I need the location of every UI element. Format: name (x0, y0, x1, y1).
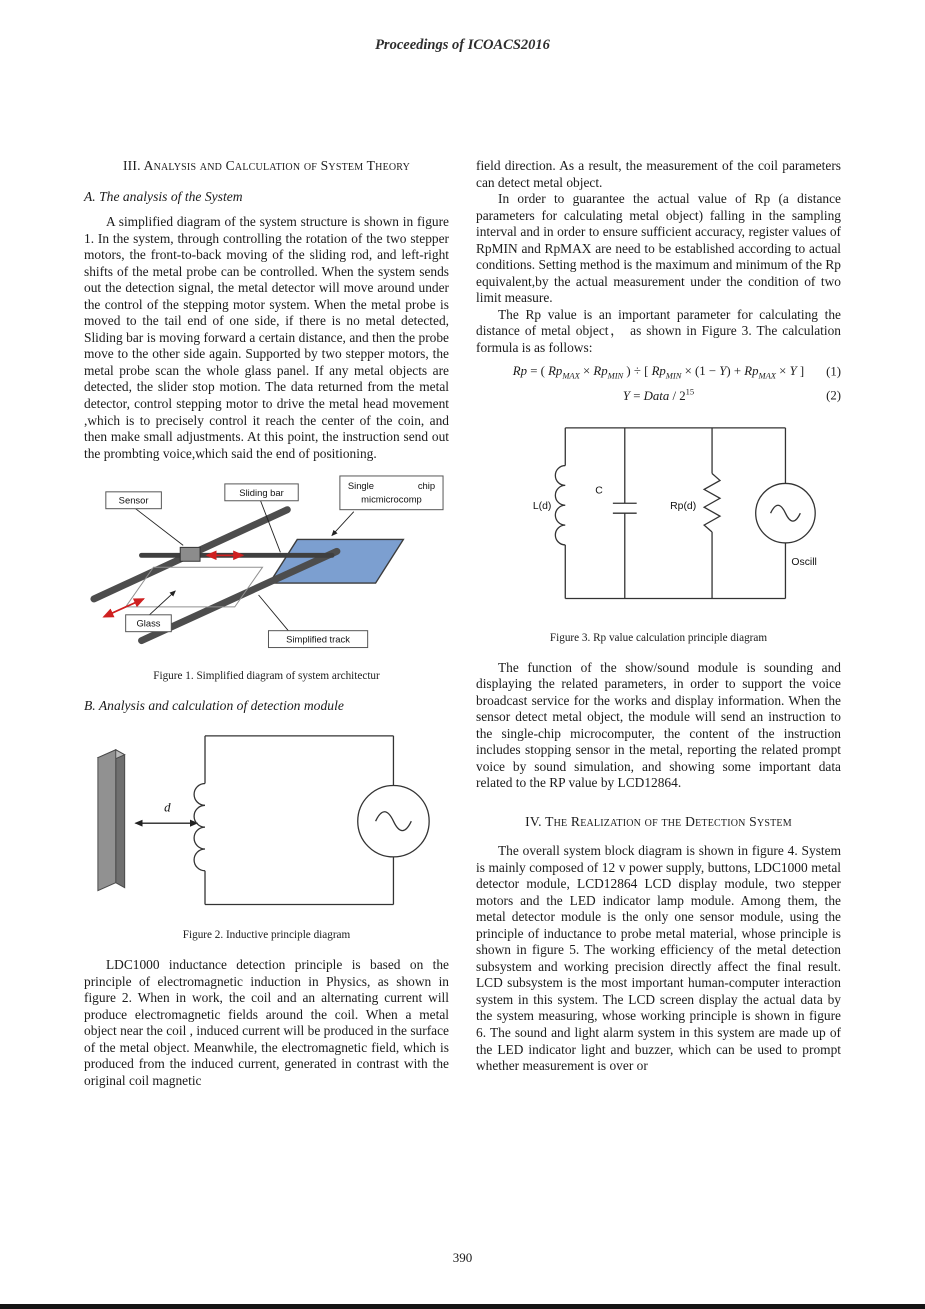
circuit-wires (205, 736, 393, 905)
page-footer (0, 1250, 925, 1266)
figure-2 (84, 724, 449, 941)
ac-source-sine (376, 811, 412, 830)
chip-label-word1: Single (347, 480, 374, 492)
glass-label (126, 615, 172, 632)
subsection-heading-a: A. The analysis of the System (84, 189, 243, 204)
equation-1-number: (1) (826, 364, 841, 379)
page-bottom-edge (0, 1304, 925, 1309)
track-label (268, 631, 367, 648)
eq-token: × (579, 363, 594, 378)
eq-token: 15 (685, 387, 695, 398)
motion-arrow-diagonal (104, 599, 144, 617)
figure-1 (84, 472, 449, 681)
paragraph-overall-system: The overall system block diagram is shown in figure 4. System is mainly composed of 12 v power supply, buttons, LDC1000 metal detector module, LCD12864 LCD display module, two stepper motors and the LED indicator lamp module. Among them, the metal detector module is the only one sensor module, using the principle of inductance to probe metal material, whose principle is shown in figure 5. The working efficiency of the metal detection subsystem and working precision directly affect the final result. LCD subsystem is the most important human-computer interaction system in this system. The LCD screen display the actual data by the system measuring, whose working principle is shown in figure 6. The sound and light alarm system in this system are made up of the LED indicator light and buzzer, which can be used to prompt whether measurement is over or (476, 843, 841, 1074)
sliding-bar-label-text: Sliding bar (239, 487, 284, 499)
section-heading-iv: IV. The Realization of the Detection System (525, 814, 792, 830)
paragraph-system-analysis: A simplified diagram of the system structure is shown in figure 1. In the system, through controlling the rotation of the two stepper motors, the front-to-back moving of the sliding rod, and left-right shifts of the metal probe can be controlled. When the system sends out the detection signal, the metal detector will move around under the control of the stepping motor system. When the metal probe is moved to the tail end of one side, if there is no metal detected, Sliding bar is moving forward a certain distance, and then the probe move to the other side again. Supported by two stepper motors, the metal probe scan the whole glass panel. If any metal objects are detected, the slider stop motion. The data returned from the metal detector, control stepping motor to drive the metal head movement ,which is to precisely control it reach the center of the coin, and then make small adjustments. At this point, the instruction send out the prombting voice,which said the end of positioning. (84, 214, 449, 461)
sensor-label-text: Sensor (118, 494, 149, 506)
eq-token: Rp (744, 363, 759, 378)
eq-token: MAX (562, 370, 580, 381)
equation-2-body (623, 389, 694, 403)
eq-token: = ( (527, 363, 549, 378)
eq-token: ) + (726, 363, 745, 378)
figure-2-diagram (84, 724, 449, 922)
sensor-label (106, 492, 162, 509)
figure-3-caption: Figure 3. Rp value calculation principle diagram (549, 631, 768, 644)
metal-plate-side (116, 749, 125, 887)
journal-title: Proceedings of ICOACS2016 (375, 37, 550, 53)
sliding-bar-leader-line (261, 501, 281, 553)
sliding-bar-label (225, 484, 298, 501)
equation-1-body (512, 363, 805, 381)
chip-label-word2: chip (417, 480, 436, 492)
figure-3-diagram (476, 414, 841, 624)
running-head (0, 36, 925, 54)
paragraph-field-direction: field direction. As a result, the measurement of the coil parameters can detect metal object. (476, 158, 841, 190)
sensor-leader-line (136, 509, 184, 546)
eq-token: Rp (512, 363, 528, 378)
right-column (476, 158, 841, 1089)
capacitor-label: C (595, 485, 603, 497)
track-label-text: Simplified track (286, 633, 350, 645)
inductor-coil (555, 466, 565, 545)
figure-2-caption: Figure 2. Inductive principle diagram (182, 928, 351, 941)
equation-1 (476, 364, 841, 381)
resistor-branch (704, 428, 720, 599)
eq-token: Y (622, 389, 631, 404)
paragraph-ldc1000: LDC1000 inductance detection principle is based on the principle of electromagnetic induction in Physics, as shown in figure 2. When in work, the coil and an alternating current will produce electromagnetic fields around the coil. When a metal object near the coil , induced current will be produced in the surface of the metal object. Meanwhile, the electromagnetic field, which is produced from the induced current, generated in contrast with the original coil magnetic (84, 956, 449, 1088)
eq-token: Rp (593, 363, 608, 378)
figure-1-diagram (84, 472, 449, 662)
eq-token: / 2 (669, 389, 686, 404)
coil-symbol (194, 783, 205, 870)
inductor-label: L(d) (532, 501, 552, 513)
eq-token: MIN (665, 370, 682, 381)
eq-token: Y (719, 363, 727, 378)
track-leader-line (259, 595, 289, 631)
eq-token: × (775, 363, 790, 378)
subsection-heading-b: B. Analysis and calculation of detection module (84, 697, 344, 713)
figure-1-caption: Figure 1. Simplified diagram of system architectur (153, 669, 380, 682)
circuit-rails (565, 428, 785, 599)
left-column (84, 158, 449, 1089)
distance-label: d (164, 799, 171, 814)
chip-label-line2: micmicrocomp (361, 493, 422, 505)
paragraph-rp-guarantee: In order to guarantee the actual value of Rp (a distance parameters for calculating metal object) falling in the sampling interval and in order to ensure sufficient accuracy, register values of RpMIN and RpMAX are need to be established according to actual conditions. Setting method is the maximum and minimum of the Rp equivalent,by the actual measurement under the condition of two limit measure. (476, 191, 841, 306)
oscillator-sine (771, 506, 801, 522)
probe-box (180, 548, 200, 562)
eq-token: × (1 − (681, 363, 720, 378)
eq-token: Rp (548, 363, 563, 378)
eq-token: ) ÷ [ (623, 363, 652, 378)
glass-leader-arrow (149, 591, 175, 615)
capacitor-branch (613, 428, 637, 599)
oscillator-label: Oscill (791, 557, 817, 569)
eq-token: MAX (758, 370, 776, 381)
metal-plate-front (98, 749, 116, 890)
paragraph-rp-value: The Rp value is an important parameter for calculating the distance of metal object， as shown in Figure 3. The calculation formula is as follows: (476, 306, 841, 356)
resistor-label: Rp(d) (670, 501, 697, 513)
chip-label (340, 476, 443, 510)
section-heading-iii: III. Analysis and Calculation of System Theory (122, 158, 411, 173)
eq-token: MIN (607, 370, 624, 381)
figure-3 (476, 414, 841, 643)
equation-2 (476, 387, 841, 404)
eq-token: Y (789, 363, 797, 378)
eq-token: Rp (651, 363, 666, 378)
two-column-body (84, 158, 841, 1089)
glass-label-text: Glass (136, 617, 161, 629)
equation-2-number: (2) (826, 388, 841, 403)
eq-token: ] (796, 363, 805, 378)
paragraph-show-sound: The function of the show/sound module is sounding and displaying the related parameters, in order to support the voice broadcast service for the works and display information. When the sensor detect metal object, the module will send an instruction to the single-chip microcomputer, the content of the instruction includes stopping sensor in the metal, reporting the related prompt voice by sound simulation, and showing some important data related to the RP value by LCD12864. (476, 659, 841, 791)
eq-token: = (630, 389, 644, 404)
eq-token: Data (643, 389, 670, 404)
chip-leader-arrow (332, 512, 354, 536)
page-number: 390 (452, 1250, 473, 1265)
